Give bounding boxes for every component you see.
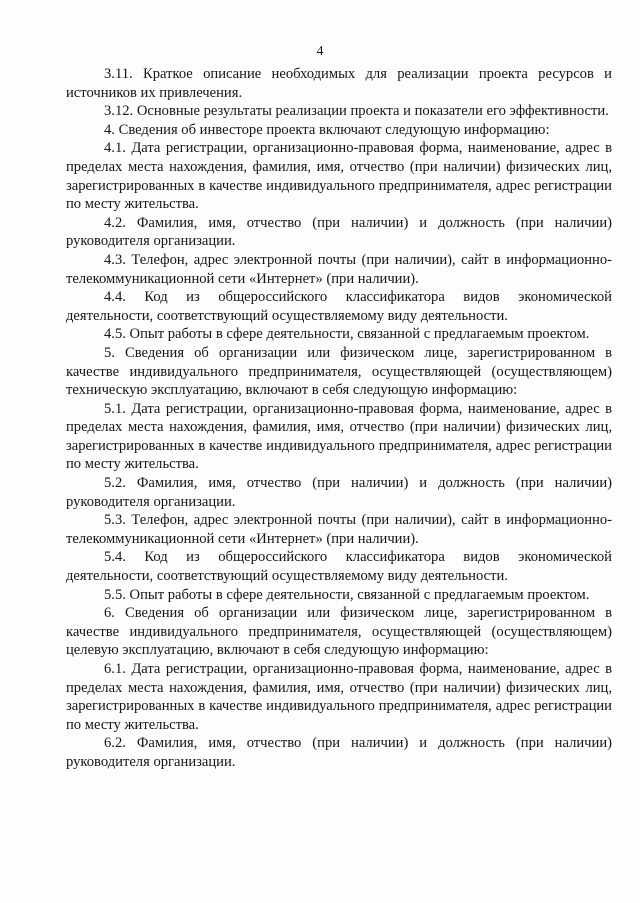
paragraph-4-4: 4.4. Код из общероссийского классификатора видов экономической деятельности, соответствующий осуществляемому виду деятельности. — [66, 289, 612, 324]
paragraph-6-2: 6.2. Фамилия, имя, отчество (при наличии) и должность (при наличии) руководителя организации. — [66, 735, 612, 770]
paragraph-4-3: 4.3. Телефон, адрес электронной почты (при наличии), сайт в информационно-телекоммуникационной сети «Интернет» (при наличии). — [66, 251, 612, 287]
paragraph-6-1: 6.1. Дата регистрации, организационно-правовая форма, наименование, адрес в пределах места нахождения, фамилия, имя, отчество (при наличии) физических лиц, зарегистрированных в качестве индивидуального предпринимателя, адрес регистрации по месту жительства. — [66, 661, 612, 733]
paragraph-3-11: 3.11. Краткое описание необходимых для реализации проекта ресурсов и источников их привлечения. — [66, 66, 612, 101]
paragraph-5-5: 5.5. Опыт работы в сфере деятельности, связанной с предлагаемым проектом. — [104, 586, 590, 603]
paragraph-4: 4. Сведения об инвесторе проекта включают следующую информацию: — [104, 121, 550, 138]
paragraph-5: 5. Сведения об организации или физическом лице, зарегистрированном в качестве индивидуального предпринимателя, осуществляющей (осуществляющем) техническую эксплуатацию, включают в себя следующую информацию: — [66, 344, 612, 399]
document-body — [66, 65, 612, 772]
paragraph-5-1: 5.1. Дата регистрации, организационно-правовая форма, наименование, адрес в пределах места нахождения, фамилия, имя, отчество (при наличии) физических лиц, зарегистрированных в качестве индивидуального предпринимателя, адрес регистрации по месту жительства. — [66, 400, 612, 473]
paragraph-4-5: 4.5. Опыт работы в сфере деятельности, связанной с предлагаемым проектом. — [104, 326, 590, 343]
paragraph-3-12: 3.12. Основные результаты реализации проекта и показатели его эффективности. — [104, 103, 609, 120]
paragraph-6: 6. Сведения об организации или физическом лице, зарегистрированном в качестве индивидуального предпринимателя, осуществляющей (осуществляющем) целевую эксплуатацию, включают в себя следующую информацию: — [66, 605, 612, 659]
paragraph-5-2: 5.2. Фамилия, имя, отчество (при наличии) и должность (при наличии) руководителя организации. — [66, 475, 612, 510]
paragraph-5-4: 5.4. Код из общероссийского классификатора видов экономической деятельности, соответствующий осуществляемому виду деятельности. — [66, 549, 612, 585]
paragraph-4-2: 4.2. Фамилия, имя, отчество (при наличии) и должность (при наличии) руководителя организации. — [66, 214, 612, 250]
paragraph-5-3: 5.3. Телефон, адрес электронной почты (при наличии), сайт в информационно-телекоммуникационной сети «Интернет» (при наличии). — [66, 512, 612, 547]
paragraph-4-1: 4.1. Дата регистрации, организационно-правовая форма, наименование, адрес в пределах места нахождения, фамилия, имя, отчество (при наличии) физических лиц, зарегистрированных в качестве индивидуального предпринимателя, адрес регистрации по месту жительства. — [66, 140, 612, 213]
page-number: 4 — [316, 44, 324, 59]
